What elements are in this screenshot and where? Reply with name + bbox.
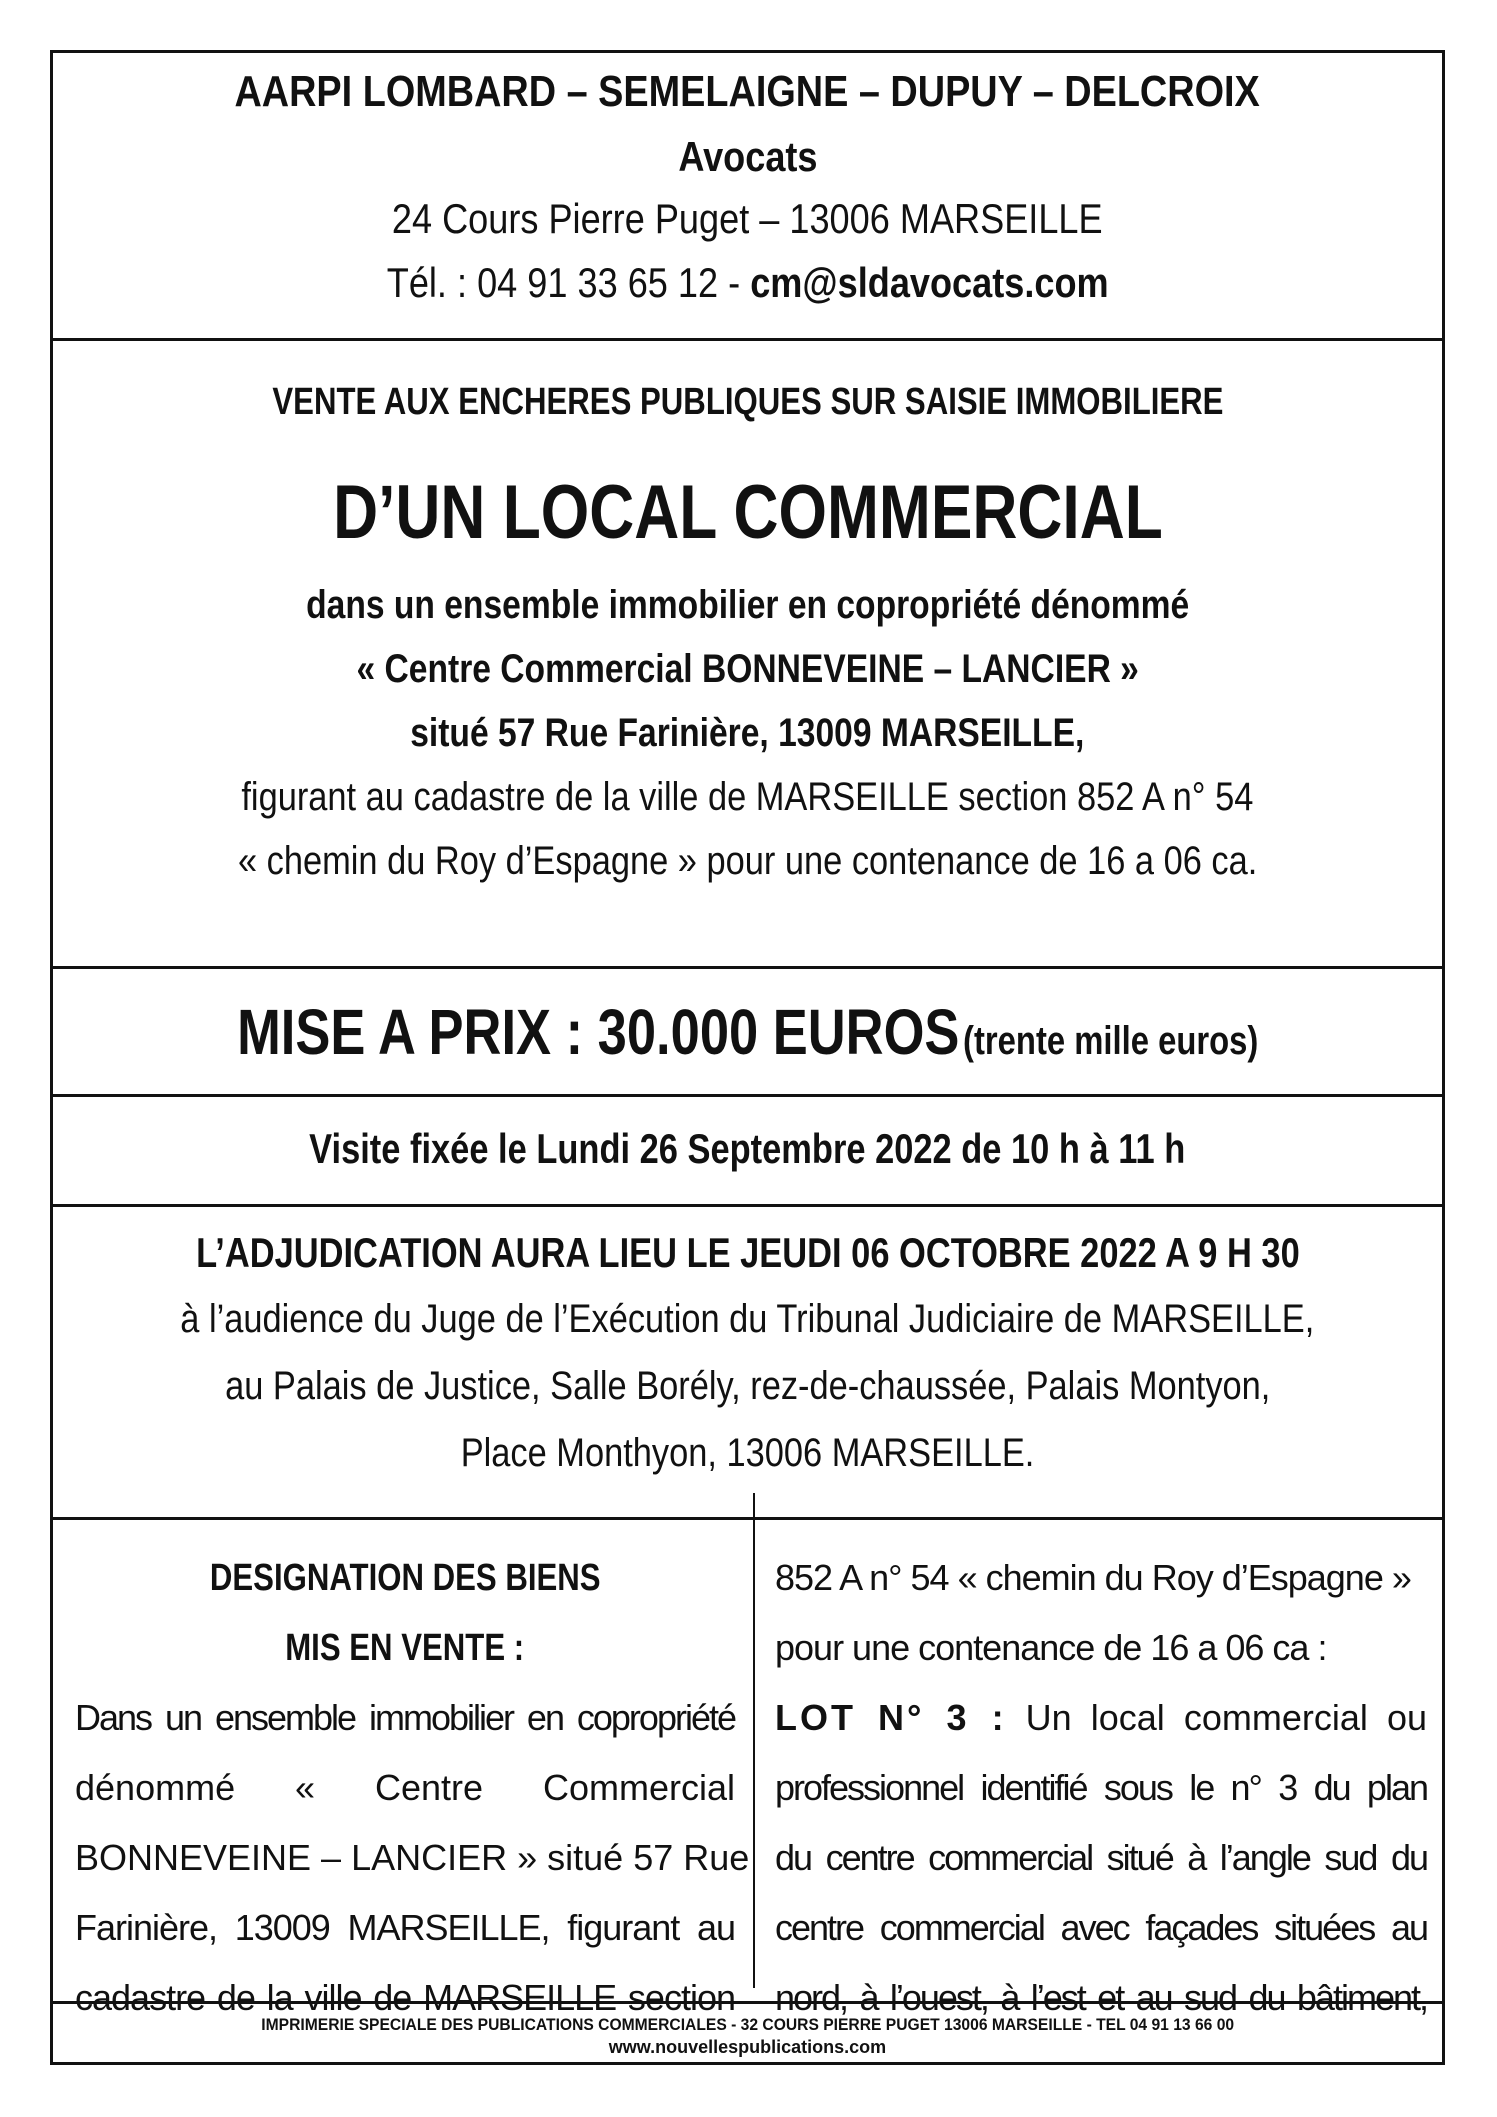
firm-address: 24 Cours Pierre Puget – 13006 MARSEILLE (392, 195, 1103, 242)
printer-website[interactable]: www.nouvellespublications.com (608, 2037, 887, 2057)
sale-line-2: « Centre Commercial BONNEVEINE – LANCIER » (356, 647, 1139, 691)
visit-date: Visite fixée le Lundi 26 Septembre 2022 de 10 h à 11 h (309, 1125, 1186, 1172)
starting-price (53, 995, 1442, 1069)
designation-right-line: pour une contenance de 16 a 06 ca : (775, 1627, 1327, 1668)
designation-left-line: Dans un ensemble immobilier en copropriété (75, 1697, 735, 1738)
designation-right-line: centre commercial avec façades situées au (775, 1907, 1427, 1948)
adjudication-line-2: au Palais de Justice, Salle Borély, rez-de-chaussée, Palais Montyon, (224, 1364, 1271, 1408)
lot-description-start: Un local commercial ou (1025, 1697, 1427, 1738)
telephone: Tél. : 04 91 33 65 12 - (386, 259, 750, 306)
designation-left-line: BONNEVEINE – LANCIER » situé 57 Rue (75, 1837, 750, 1878)
visit-section (53, 1097, 1442, 1204)
designation-left-line: Farinière, 13009 MARSEILLE, figurant au (75, 1907, 735, 1948)
lot-label: LOT N° 3 : (775, 1697, 1007, 1738)
designation-left-column (75, 1543, 750, 2033)
sale-line-4: figurant au cadastre de la ville de MARSEILLE section 852 A n° 54 (241, 775, 1254, 819)
sale-title: D’UN LOCAL COMMERCIAL (332, 470, 1163, 555)
email-link[interactable]: cm@sldavocats.com (749, 259, 1109, 306)
lot-line (775, 1683, 1427, 1753)
designation-title-2: MIS EN VENTE : (285, 1627, 525, 1669)
designation-right-line: professionnel identifié sous le n° 3 du plan (775, 1767, 1427, 1808)
profession: Avocats (677, 133, 818, 180)
designation-right-line: du centre commercial situé à l’angle sud du (775, 1837, 1427, 1878)
adjudication-line-1: à l’audience du Juge de l’Exécution du Tribunal Judiciaire de MARSEILLE, (180, 1297, 1315, 1341)
designation-right-line: 852 A n° 54 « chemin du Roy d’Espagne » (775, 1557, 1411, 1598)
price-section (53, 969, 1442, 1094)
sale-line-1: dans un ensemble immobilier en copropriété dénommé (305, 583, 1190, 627)
designation-right-column (775, 1543, 1427, 2033)
sale-section (53, 341, 1442, 966)
lawyer-header (53, 53, 1442, 338)
adjudication-heading: L’ADJUDICATION AURA LIEU LE JEUDI 06 OCTOBRE 2022 A 9 H 30 (195, 1229, 1300, 1276)
sale-line-5: « chemin du Roy d’Espagne » pour une contenance de 16 a 06 ca. (237, 839, 1258, 883)
price-amount: MISE A PRIX : 30.000 EUROS (236, 996, 960, 1068)
divider (53, 1517, 1442, 1520)
sale-heading: VENTE AUX ENCHERES PUBLIQUES SUR SAISIE IMMOBILIERE (271, 381, 1224, 423)
designation-right-line: nord, à l’ouest, à l’est et au sud du bâtiment, (775, 1977, 1427, 2018)
column-separator (753, 1493, 755, 1988)
firm-name: AARPI LOMBARD – SEMELAIGNE – DUPUY – DELCROIX (234, 67, 1261, 116)
sale-line-3: situé 57 Rue Farinière, 13009 MARSEILLE, (410, 711, 1085, 755)
designation-left-line: cadastre de la ville de MARSEILLE section (75, 1977, 735, 2018)
price-words: (trente mille euros) (962, 1019, 1259, 1063)
notice-frame (50, 50, 1445, 2065)
printer-info: IMPRIMERIE SPECIALE DES PUBLICATIONS COMMERCIALES - 32 COURS PIERRE PUGET 13006 MARSEILLE - TEL 04 91 13 66 00 (261, 2015, 1234, 2034)
adjudication-section (53, 1207, 1442, 1517)
designation-left-line: dénommé « Centre Commercial (75, 1767, 735, 1808)
firm-contact (53, 259, 1442, 307)
adjudication-line-3: Place Monthyon, 13006 MARSEILLE. (460, 1431, 1035, 1475)
printer-footer (53, 2003, 1442, 2065)
designation-title-1: DESIGNATION DES BIENS (209, 1557, 601, 1599)
